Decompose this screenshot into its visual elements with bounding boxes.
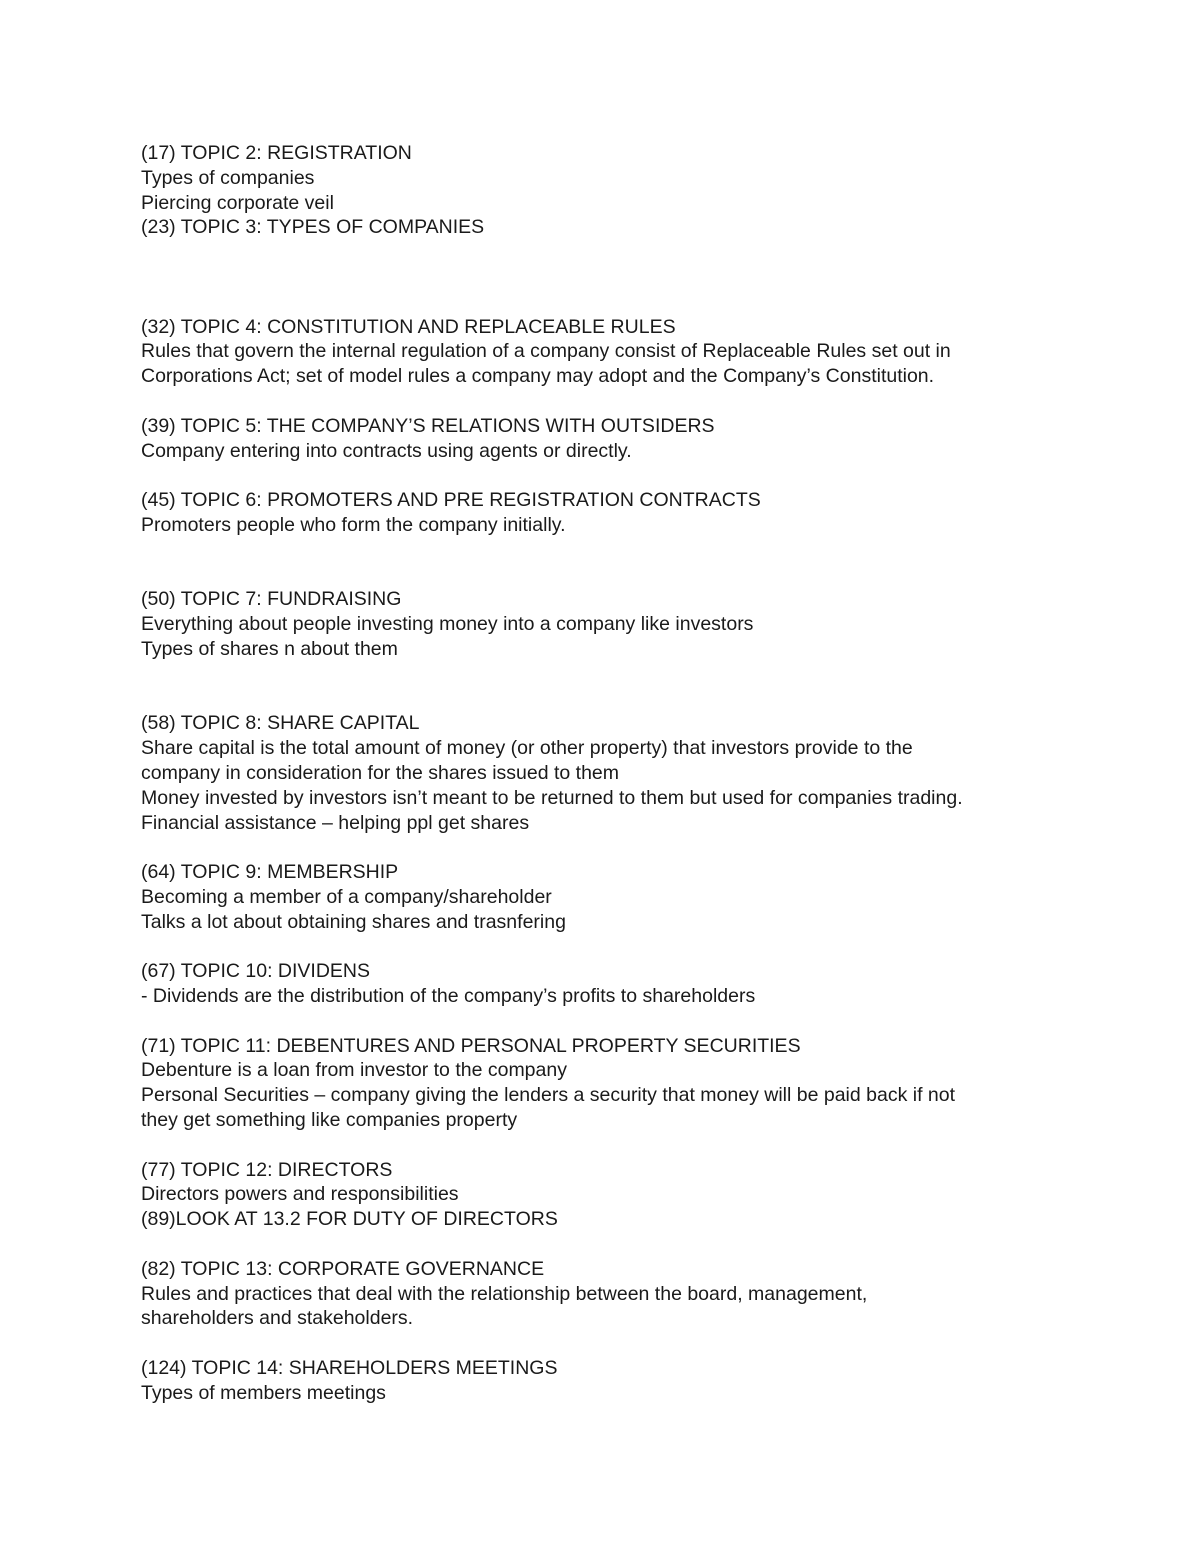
body-text-line: Types of shares n about them (141, 637, 398, 660)
topic-heading: (32) TOPIC 4: CONSTITUTION AND REPLACEABLE RULES (141, 315, 676, 338)
body-text-line: Personal Securities – company giving the lenders a security that money will be paid back if not (141, 1084, 956, 1107)
blank-line (141, 463, 1071, 488)
topic-heading: (89)LOOK AT 13.2 FOR DUTY OF DIRECTORS (141, 1208, 558, 1231)
blank-line (141, 1009, 1071, 1034)
body-text-line: Becoming a member of a company/shareholder (141, 885, 552, 908)
body-text-line: Financial assistance – helping ppl get shares (141, 811, 530, 834)
body-text-line: Rules that govern the internal regulation of a company consist of Replaceable Rules set out in (141, 340, 951, 363)
blank-line (141, 662, 1071, 687)
body-text-line: Company entering into contracts using agents or directly. (141, 439, 632, 462)
body-text-line: Everything about people investing money into a company like investors (141, 613, 754, 636)
body-text-line: shareholders and stakeholders. (141, 1307, 414, 1330)
topic-heading: (17) TOPIC 2: REGISTRATION (141, 142, 412, 164)
blank-line (141, 563, 1071, 588)
body-text-line: Piercing corporate veil (141, 191, 334, 214)
topic-heading: (58) TOPIC 8: SHARE CAPITAL (141, 712, 420, 735)
body-text-line: they get something like companies property (141, 1109, 518, 1132)
blank-line (141, 835, 1071, 860)
body-text-line: Talks a lot about obtaining shares and trasnfering (141, 910, 566, 933)
topic-heading: (71) TOPIC 11: DEBENTURES AND PERSONAL PROPERTY SECURITIES (141, 1034, 801, 1057)
body-text-line: Money invested by investors isn’t meant to be returned to them but used for companies trading. (141, 786, 963, 809)
body-text-line: company in consideration for the shares issued to them (141, 761, 620, 784)
body-text-line: Types of members meetings (141, 1381, 386, 1404)
body-text-line: - Dividends are the distribution of the company’s profits to shareholders (141, 985, 756, 1008)
blank-line (141, 687, 1071, 712)
topic-heading: (124) TOPIC 14: SHAREHOLDERS MEETINGS (141, 1357, 558, 1380)
blank-line (141, 1133, 1071, 1158)
blank-line (141, 1232, 1071, 1257)
topic-heading: (39) TOPIC 5: THE COMPANY’S RELATIONS WITH OUTSIDERS (141, 414, 715, 437)
body-text-line: Promoters people who form the company initially. (141, 513, 566, 536)
body-text-line: Types of companies (141, 166, 315, 189)
blank-line (141, 265, 1071, 290)
body-text-line: Debenture is a loan from investor to the company (141, 1059, 567, 1082)
blank-line (141, 538, 1071, 563)
body-text-line: Rules and practices that deal with the relationship between the board, management, (141, 1282, 868, 1305)
body-text-line: Share capital is the total amount of money (or other property) that investors provide to the (141, 737, 913, 760)
document-page (141, 141, 1071, 1406)
blank-line (141, 290, 1071, 315)
blank-line (141, 935, 1071, 960)
blank-line (141, 389, 1071, 414)
topic-heading: (50) TOPIC 7: FUNDRAISING (141, 588, 402, 611)
topic-heading: (23) TOPIC 3: TYPES OF COMPANIES (141, 216, 485, 239)
topic-heading: (64) TOPIC 9: MEMBERSHIP (141, 861, 399, 884)
topic-heading: (77) TOPIC 12: DIRECTORS (141, 1158, 393, 1181)
topic-heading: (67) TOPIC 10: DIVIDENS (141, 960, 371, 983)
blank-line (141, 1331, 1071, 1356)
topic-heading: (82) TOPIC 13: CORPORATE GOVERNANCE (141, 1257, 545, 1280)
body-text-line: Corporations Act; set of model rules a company may adopt and the Company’s Constitution. (141, 365, 935, 388)
body-text-line: Directors powers and responsibilities (141, 1183, 459, 1206)
topic-heading: (45) TOPIC 6: PROMOTERS AND PRE REGISTRATION CONTRACTS (141, 489, 761, 512)
blank-line (141, 240, 1071, 265)
